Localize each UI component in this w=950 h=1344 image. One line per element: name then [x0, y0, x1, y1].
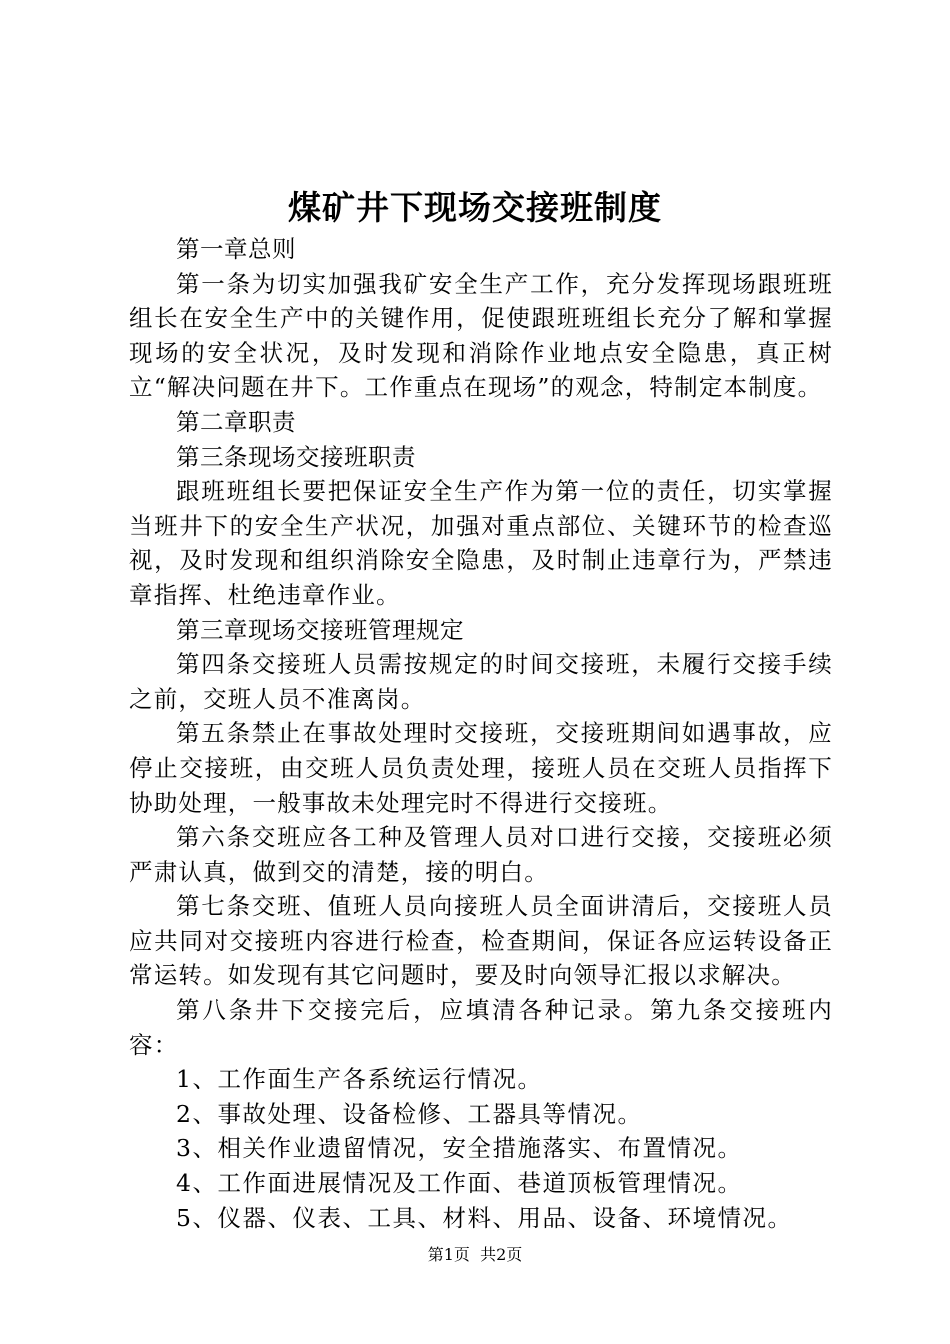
article-paragraph: 第七条交班、值班人员向接班人员全面讲清后，交接班人员应共同对交接班内容进行检查，检查期间，保证各应运转设备正常运转。如发现有其它问题时，要及时向领导汇报以求解决。 [129, 892, 833, 990]
article-paragraph: 第六条交班应各工种及管理人员对口进行交接，交接班必须严肃认真，做到交的清楚，接的明白。 [129, 823, 833, 886]
list-item: 1、工作面生产各系统运行情况。 [176, 1065, 543, 1094]
list-item: 4、工作面进展情况及工作面、巷道顶板管理情况。 [176, 1169, 743, 1198]
page-total: 共2页 [480, 1245, 523, 1264]
document-title: 煤矿井下现场交接班制度 [288, 188, 662, 227]
article-paragraph: 第八条井下交接完后，应填清各种记录。第九条交接班内容： [129, 996, 833, 1059]
chapter-heading: 第三章现场交接班管理规定 [176, 615, 464, 644]
document-body [129, 232, 833, 1235]
article-paragraph: 第四条交接班人员需按规定的时间交接班，未履行交接手续之前，交班人员不准离岗。 [129, 650, 833, 713]
list-item: 2、事故处理、设备检修、工器具等情况。 [176, 1099, 643, 1128]
page-footer [0, 1243, 950, 1267]
article-paragraph: 第一条为切实加强我矿安全生产工作，充分发挥现场跟班班组长在安全生产中的关键作用，促使跟班班组长充分了解和掌握现场的安全状况，及时发现和消除作业地点安全隐患，真正树立“解决问题在井下。工作重点在现场”的观念，特制定本制度。 [129, 269, 833, 402]
article-heading: 第三条现场交接班职责 [176, 442, 416, 471]
chapter-heading: 第一章总则 [176, 235, 296, 263]
list-item: 3、相关作业遗留情况，安全措施落实、布置情况。 [176, 1134, 743, 1163]
article-paragraph: 第五条禁止在事故处理时交接班，交接班期间如遇事故，应停止交接班，由交班人员负责处理，接班人员在交班人员指挥下协助处理，一般事故未处理完时不得进行交接班。 [129, 719, 833, 817]
page-number: 第1页 [427, 1245, 470, 1264]
list-item: 5、仪器、仪表、工具、材料、用品、设备、环境情况。 [176, 1203, 793, 1232]
chapter-heading: 第二章职责 [176, 407, 296, 436]
article-paragraph: 跟班班组长要把保证安全生产作为第一位的责任，切实掌握当班井下的安全生产状况，加强对重点部位、关键环节的检查巡视，及时发现和组织消除安全隐患，及时制止违章行为，严禁违章指挥、杜绝违章作业。 [129, 477, 833, 609]
